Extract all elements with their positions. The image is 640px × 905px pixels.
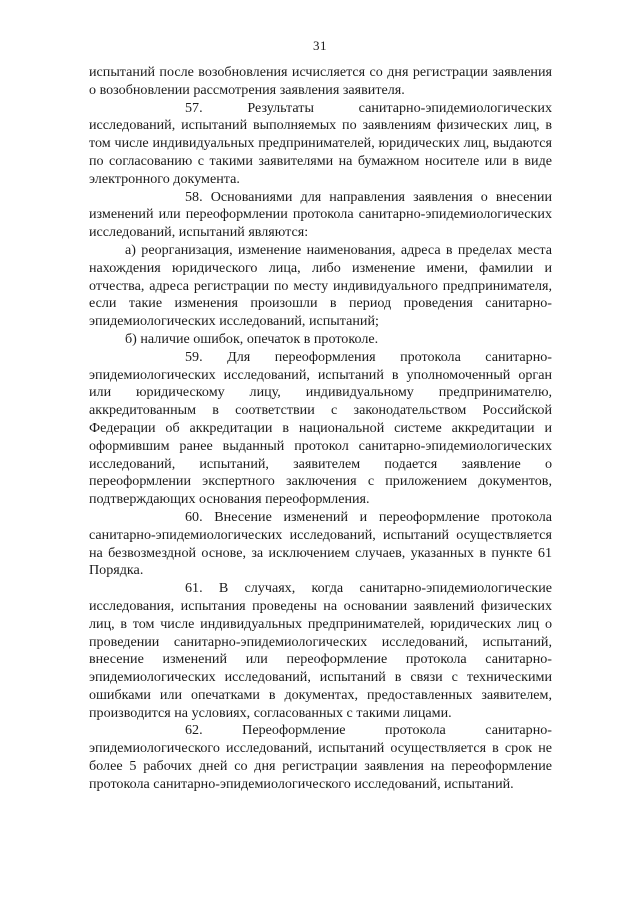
paragraph-text: Внесение изменений и переоформление протокола санитарно-эпидемиологических исследований, испытаний осуществляется на безвозмездной основе, за исключением случаев, указанных в пункте 61 Порядка. (89, 508, 552, 579)
paragraph-number: 57. (185, 99, 203, 116)
paragraph-text: Переоформление протокола санитарно-эпидемиологического исследований, испытаний осуществляется в срок не более 5 рабочих дней со дня регистрации заявления на переоформление протокола санитарно-эпидемиологического исследований, испытаний. (89, 722, 552, 792)
paragraph-58 (89, 189, 552, 242)
paragraph-text: а) реорганизация, изменение наименования, адреса в пределах места нахождения юридического лица, либо изменение имени, фамилии и отчества, адреса регистрации по месту индивидуального предпринимателя, если такие изменения произошли в период проведения санитарно-эпидемиологических исследований, испытаний; (89, 241, 552, 330)
paragraph-60 (89, 509, 552, 580)
paragraph-number: 59. (185, 348, 203, 365)
subparagraph-b (89, 331, 552, 349)
paragraph-text: В случаях, когда санитарно-эпидемиологические исследования, испытания проведены на основании заявлений физических лиц, в том числе индивидуальных предпринимателей, юридических лиц о проведении санитарно-эпидемиологических исследований, испытаний, внесение изменений или переоформление протокола санитарно-эпидемиологических исследований, испытаний в связи с техническими ошибками или опечатками в документах, предоставленных заявителем, производится на условиях, согласованных с такими лицами. (89, 580, 552, 721)
paragraph-text: Основаниями для направления заявления о внесении изменений или переоформлении протокола санитарно-эпидемиологических исследований, испытаний являются: (89, 188, 552, 241)
paragraph-number: 62. (185, 722, 203, 739)
document-body (89, 64, 552, 794)
paragraph-text: Результаты санитарно-эпидемиологических исследований, испытаний выполняемых по заявлениям физических лиц, в том числе индивидуальных предпринимателей, юридических лиц, выдаются по согласованию с такими заявителями на бумажном носителе или в виде электронного документа. (89, 99, 552, 187)
paragraph-number: 58. (185, 188, 203, 205)
paragraph-57 (89, 100, 552, 189)
paragraph-continuation (89, 64, 552, 100)
paragraph-text: б) наличие ошибок, опечаток в протоколе. (125, 330, 379, 347)
paragraph-number: 60. (185, 508, 203, 525)
paragraph-text: Для переоформления протокола санитарно-эпидемиологических исследований, испытаний в уполномоченный орган или юридическому лицу, индивидуальному предпринимателю, аккредитованным в соответствии с законодательством Российской Федерации об аккредитации в национальной системе аккредитации и оформившим ранее выданный протокол санитарно-эпидемиологических исследований, испытаний, заявителем подается заявление о переоформлении экспертного заключения с приложением документов, подтверждающих основания переоформления. (89, 348, 552, 508)
paragraph-59 (89, 349, 552, 509)
paragraph-62 (89, 722, 552, 793)
paragraph-number: 61. (185, 580, 203, 597)
paragraph-61 (89, 580, 552, 722)
page-number: 31 (313, 38, 327, 53)
paragraph-text: испытаний после возобновления исчисляется со дня регистрации заявления о возобновлении рассмотрения заявления заявителя. (89, 64, 552, 98)
subparagraph-a (89, 242, 552, 331)
